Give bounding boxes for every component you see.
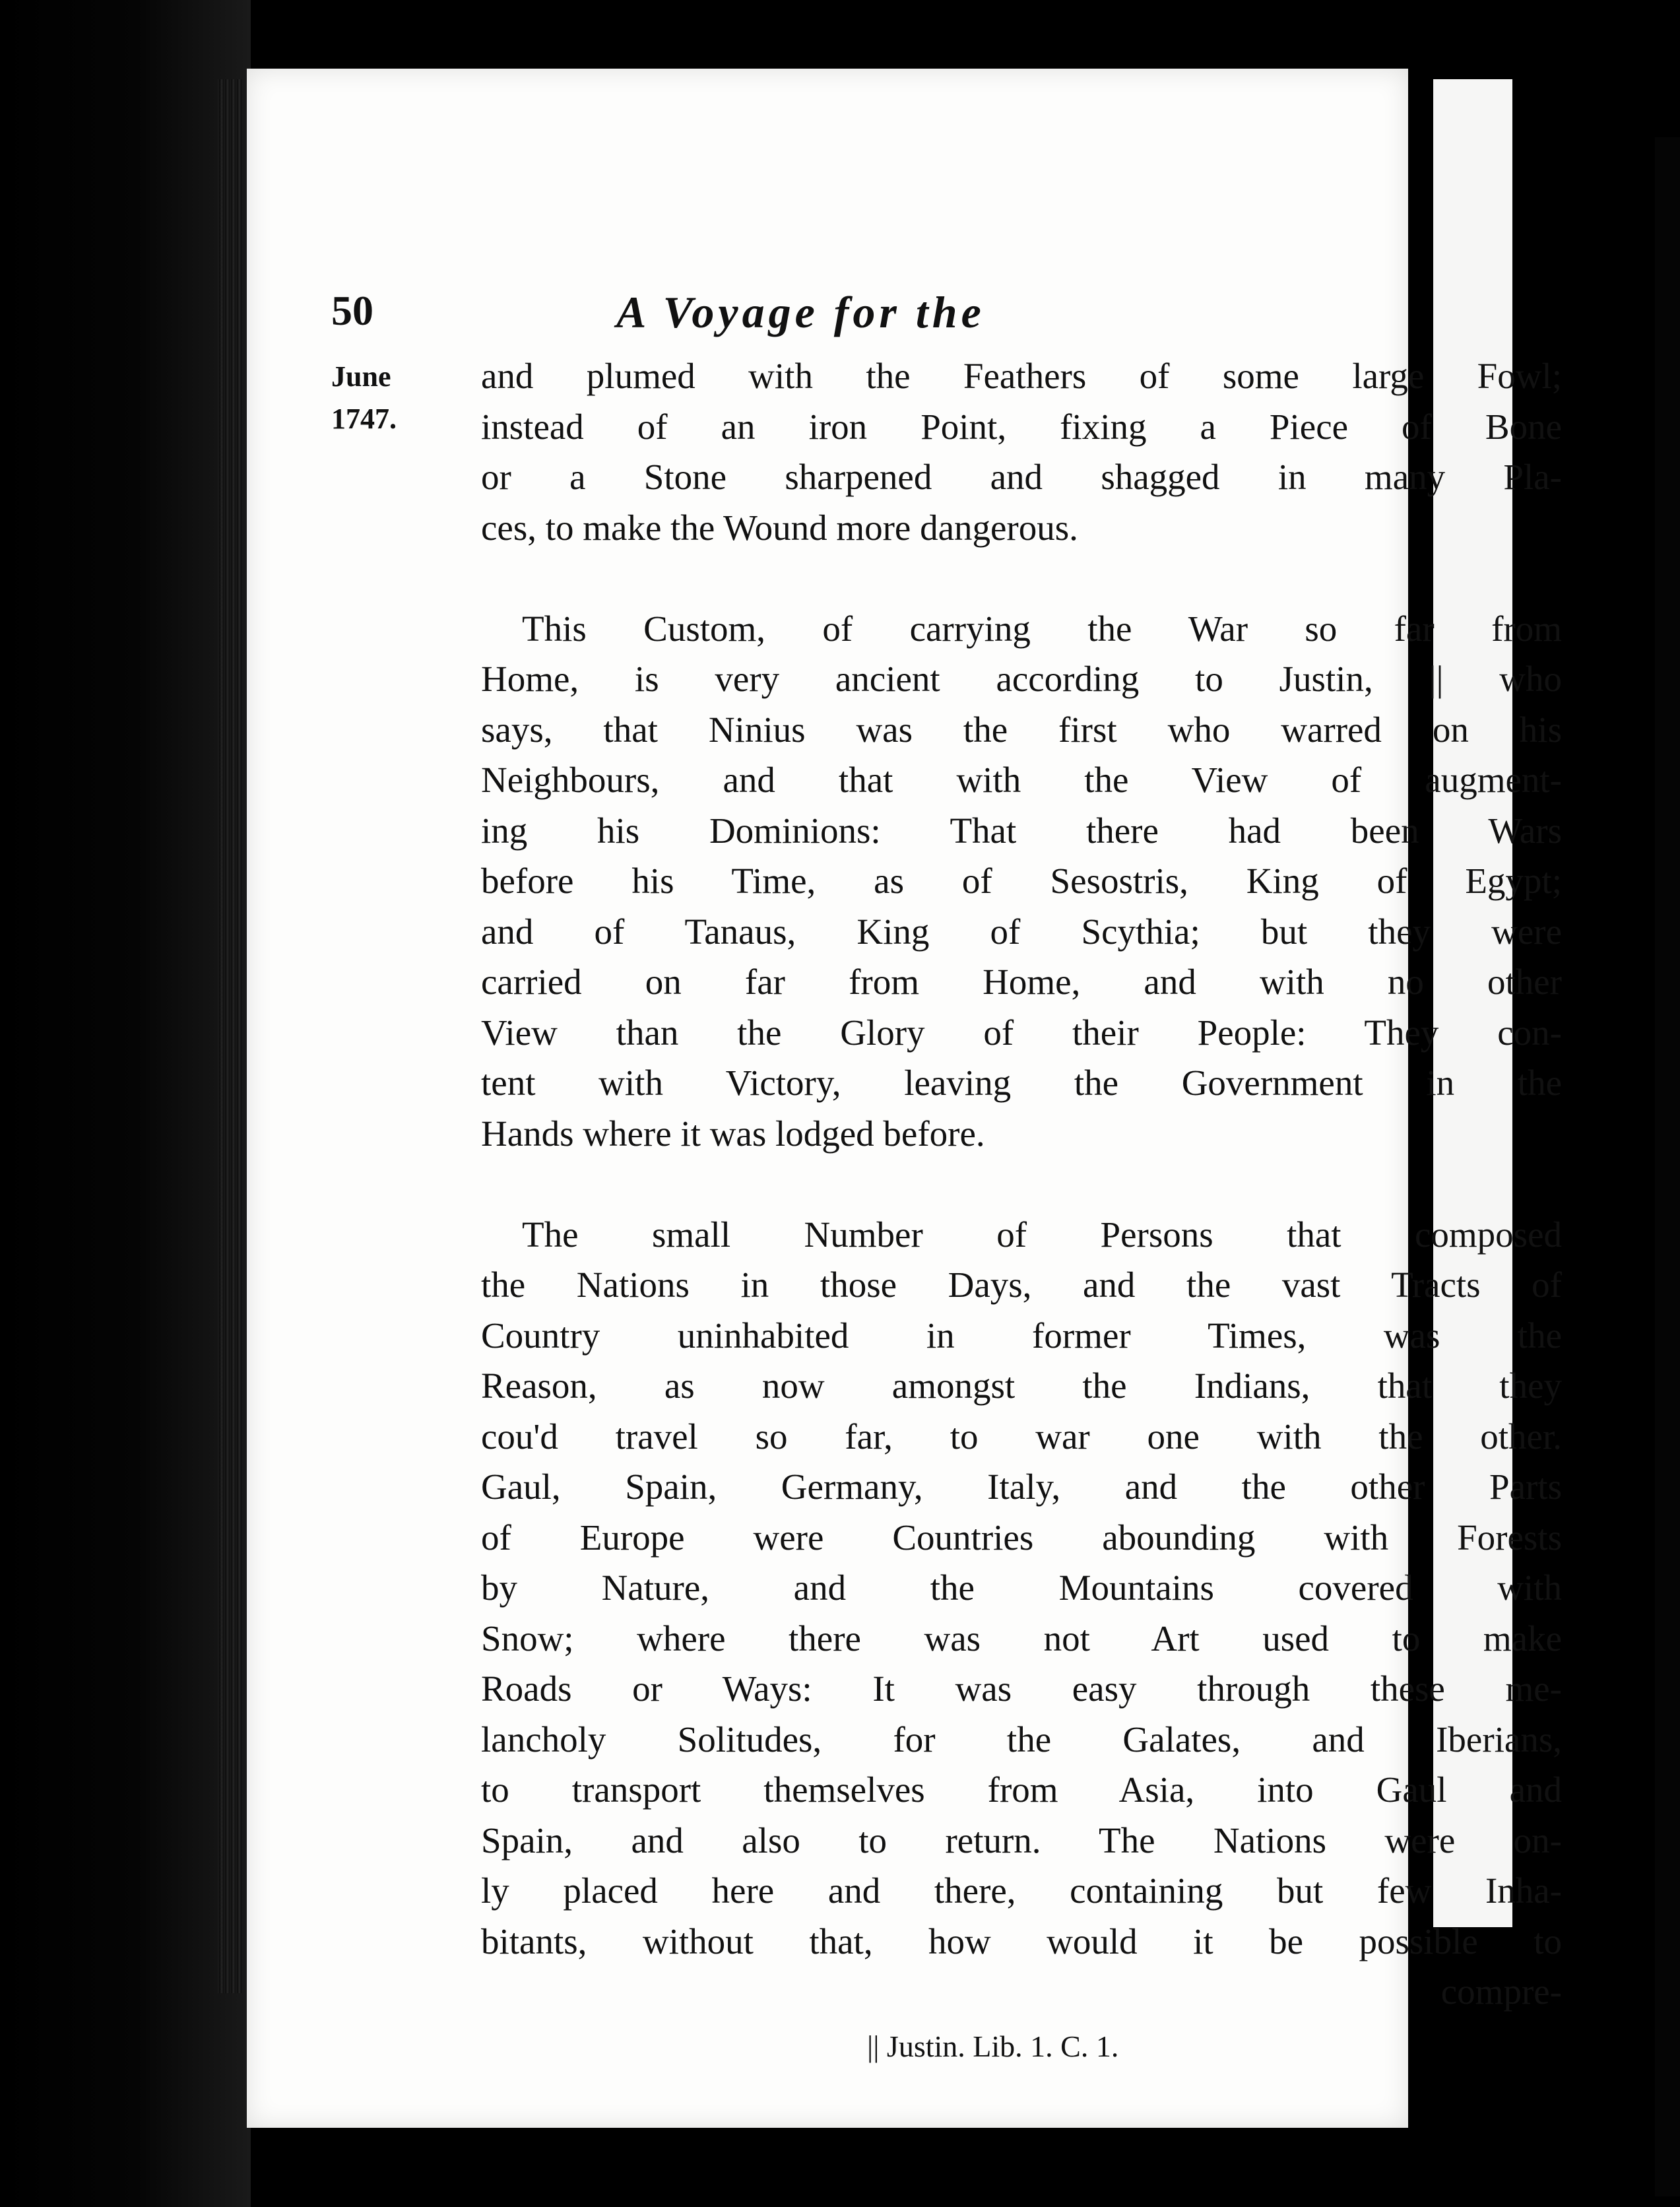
page-number: 50: [331, 287, 373, 334]
text-line: This Custom, of carrying the War so far from: [522, 608, 1562, 649]
text-line: View than the Glory of their People: They con-: [481, 1012, 1562, 1053]
text-line: Snow; where there was not Art used to make: [481, 1618, 1562, 1659]
book-page: [247, 69, 1562, 2128]
text-line: says, that Ninius was the first who warred on his: [481, 709, 1562, 750]
text-line: to transport themselves from Asia, into Gaul and: [481, 1769, 1562, 1810]
page-stack-edge: [218, 79, 242, 1993]
text-line: Gaul, Spain, Germany, Italy, and the other Parts: [481, 1466, 1562, 1507]
margin-date-note: [331, 356, 397, 440]
text-line: ly placed here and there, containing but few Inha-: [481, 1870, 1562, 1911]
text-line: or a Stone sharpened and shagged in many Pla-: [481, 457, 1562, 497]
text-line: Home, is very ancient according to Justin, || who: [481, 659, 1562, 699]
margin-year: 1747.: [331, 403, 397, 435]
text-line: by Nature, and the Mountains covered with: [481, 1567, 1562, 1608]
running-head: [247, 286, 1408, 346]
text-line: carried on far from Home, and with no other: [481, 962, 1562, 1002]
text-line: The small Number of Persons that composed: [522, 1214, 1562, 1255]
running-title: A Voyage for the: [616, 287, 985, 337]
text-line: Spain, and also to return. The Nations were on-: [481, 1820, 1562, 1861]
text-line: tent with Victory, leaving the Government in the: [481, 1063, 1562, 1103]
text-line: lancholy Solitudes, for the Galates, and Iberians,: [481, 1719, 1562, 1760]
text-line: ces, to make the Wound more dangerous.: [481, 507, 1078, 548]
text-line: and plumed with the Feathers of some large Fowl;: [481, 356, 1562, 396]
text-line: Roads or Ways: It was easy through these me-: [481, 1668, 1562, 1709]
text-line: Reason, as now amongst the Indians, that they: [481, 1366, 1562, 1406]
paragraph: [481, 351, 1562, 553]
catchword: compre-: [1440, 1971, 1562, 2012]
body-text: [481, 351, 1562, 2018]
text-line: Country uninhabited in former Times, was the: [481, 1315, 1562, 1356]
text-line: instead of an iron Point, fixing a Piece of Bone: [481, 406, 1562, 447]
text-line: bitants, without that, how would it be possible to: [481, 1921, 1562, 1961]
book-binding: [0, 0, 251, 2207]
paragraph: [481, 1210, 1562, 1967]
paragraph: [481, 604, 1562, 1160]
footnote: || Justin. Lib. 1. C. 1.: [867, 2029, 1119, 2063]
text-line: Hands where it was lodged before.: [481, 1113, 985, 1154]
text-line: the Nations in those Days, and the vast Tracts of: [481, 1265, 1562, 1305]
text-line: cou'd travel so far, to war one with the other.: [481, 1416, 1562, 1457]
text-line: ing his Dominions: That there had been Wars: [481, 810, 1562, 851]
text-line: Neighbours, and that with the View of augment-: [481, 760, 1562, 800]
margin-month: June: [331, 360, 391, 393]
text-line: before his Time, as of Sesostris, King of Egypt;: [481, 861, 1562, 901]
text-line: and of Tanaus, King of Scythia; but they were: [481, 911, 1562, 952]
text-line: of Europe were Countries abounding with Forests: [481, 1517, 1562, 1558]
